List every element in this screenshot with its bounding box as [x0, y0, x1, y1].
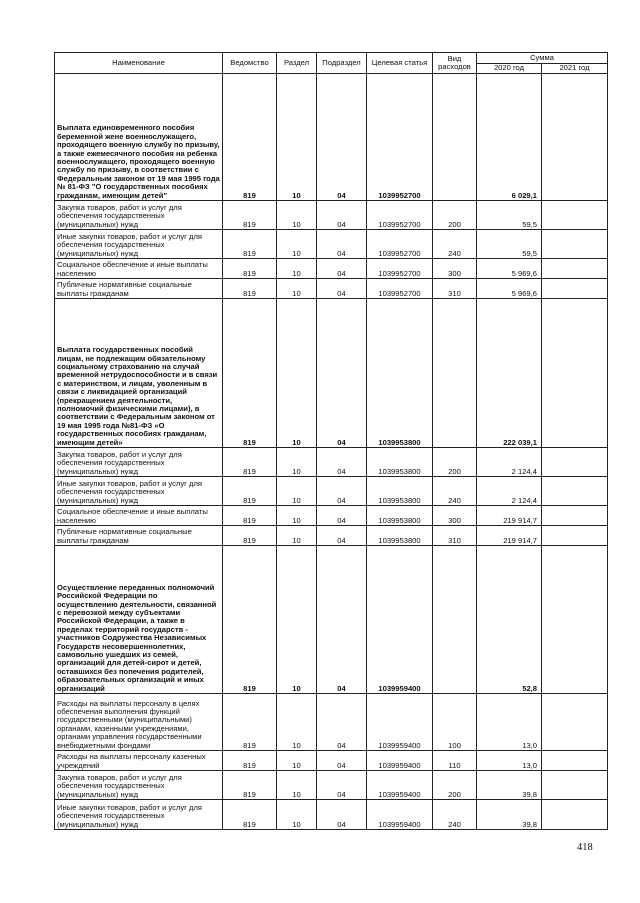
col-header-razdel: Раздел — [277, 53, 317, 74]
cell-sum-2020: 5 969,6 — [477, 259, 542, 279]
table-row — [55, 694, 608, 751]
cell-vedomstvo: 819 — [223, 694, 277, 751]
cell-vid-rashodov: 240 — [433, 800, 477, 830]
cell-podrazdel: 04 — [317, 751, 367, 771]
cell-vid-rashodov: 200 — [433, 201, 477, 230]
cell-vid-rashodov: 100 — [433, 694, 477, 751]
cell-razdel: 10 — [277, 299, 317, 448]
cell-vid-rashodov: 300 — [433, 259, 477, 279]
cell-razdel: 10 — [277, 694, 317, 751]
cell-sum-2021 — [542, 201, 608, 230]
table-row — [55, 751, 608, 771]
cell-podrazdel: 04 — [317, 74, 367, 201]
table-row — [55, 800, 608, 830]
cell-podrazdel: 04 — [317, 546, 367, 694]
cell-razdel: 10 — [277, 448, 317, 477]
cell-razdel: 10 — [277, 201, 317, 230]
cell-razdel: 10 — [277, 74, 317, 201]
cell-vedomstvo: 819 — [223, 506, 277, 526]
cell-name: Иные закупки товаров, работ и услуг для обеспечения государственных (муниципальных) нужд — [55, 800, 223, 830]
cell-vedomstvo: 819 — [223, 201, 277, 230]
cell-celevaya-statya: 1039959400 — [367, 546, 433, 694]
cell-celevaya-statya: 1039952700 — [367, 230, 433, 259]
cell-name: Выплата государственных пособий лицам, не подлежащим обязательному социальному страхованию на случай временной нетрудоспособности и в связи с материнством, и лицам, уволенным в связи с ликвидацией организаций (прекращением деятельности, полномочий физическими лицами), в соответствии с Федеральным законом от 19 мая 1995 года №81-ФЗ «О государственных пособиях гражданам, имеющим детей» — [55, 299, 223, 448]
cell-razdel: 10 — [277, 477, 317, 506]
cell-razdel: 10 — [277, 771, 317, 800]
cell-name: Закупка товаров, работ и услуг для обеспечения государственных (муниципальных) нужд — [55, 448, 223, 477]
cell-celevaya-statya: 1039952700 — [367, 259, 433, 279]
cell-sum-2020: 219 914,7 — [477, 526, 542, 546]
col-header-podrazdel: Подраздел — [317, 53, 367, 74]
table-row — [55, 546, 608, 694]
cell-vedomstvo: 819 — [223, 526, 277, 546]
table-row — [55, 526, 608, 546]
col-header-celevaya: Целевая статья — [367, 53, 433, 74]
table-row — [55, 279, 608, 299]
cell-sum-2021 — [542, 477, 608, 506]
col-header-year-2021: 2021 год — [542, 64, 608, 74]
cell-razdel: 10 — [277, 506, 317, 526]
cell-sum-2021 — [542, 800, 608, 830]
cell-celevaya-statya: 1039959400 — [367, 800, 433, 830]
cell-sum-2020: 222 039,1 — [477, 299, 542, 448]
cell-sum-2021 — [542, 279, 608, 299]
cell-razdel: 10 — [277, 230, 317, 259]
cell-razdel: 10 — [277, 526, 317, 546]
cell-sum-2021 — [542, 771, 608, 800]
cell-vid-rashodov: 110 — [433, 751, 477, 771]
cell-name: Социальное обеспечение и иные выплаты населению — [55, 506, 223, 526]
cell-sum-2021 — [542, 506, 608, 526]
cell-podrazdel: 04 — [317, 506, 367, 526]
cell-name: Иные закупки товаров, работ и услуг для обеспечения государственных (муниципальных) нужд — [55, 477, 223, 506]
cell-sum-2021 — [542, 546, 608, 694]
cell-sum-2021 — [542, 230, 608, 259]
budget-table — [54, 52, 608, 830]
cell-celevaya-statya: 1039959400 — [367, 751, 433, 771]
cell-sum-2020: 52,8 — [477, 546, 542, 694]
cell-razdel: 10 — [277, 259, 317, 279]
table-body — [55, 74, 608, 830]
cell-podrazdel: 04 — [317, 526, 367, 546]
cell-name: Публичные нормативные социальные выплаты гражданам — [55, 526, 223, 546]
cell-celevaya-statya: 1039953800 — [367, 299, 433, 448]
cell-sum-2020: 2 124,4 — [477, 477, 542, 506]
cell-sum-2020: 2 124,4 — [477, 448, 542, 477]
cell-podrazdel: 04 — [317, 279, 367, 299]
cell-sum-2021 — [542, 526, 608, 546]
header-row-top — [55, 53, 608, 64]
cell-razdel: 10 — [277, 800, 317, 830]
cell-vid-rashodov: 200 — [433, 448, 477, 477]
cell-celevaya-statya: 1039953800 — [367, 526, 433, 546]
cell-celevaya-statya: 1039952700 — [367, 279, 433, 299]
cell-celevaya-statya: 1039953800 — [367, 477, 433, 506]
cell-vedomstvo: 819 — [223, 771, 277, 800]
cell-sum-2021 — [542, 448, 608, 477]
table-row — [55, 506, 608, 526]
cell-vedomstvo: 819 — [223, 299, 277, 448]
cell-vedomstvo: 819 — [223, 259, 277, 279]
cell-sum-2020: 39,8 — [477, 800, 542, 830]
cell-sum-2020: 59,5 — [477, 230, 542, 259]
col-header-name: Наименование — [55, 53, 223, 74]
cell-podrazdel: 04 — [317, 771, 367, 800]
cell-vedomstvo: 819 — [223, 230, 277, 259]
cell-sum-2020: 219 914,7 — [477, 506, 542, 526]
cell-sum-2020: 59,5 — [477, 201, 542, 230]
cell-name: Расходы на выплаты персоналу в целях обеспечения выполнения функций государственными (муниципальными) органами, казенными учреждениями, органами управления государственными внебюджетными фондами — [55, 694, 223, 751]
cell-vid-rashodov: 240 — [433, 477, 477, 506]
page-number: 418 — [577, 842, 593, 853]
cell-vid-rashodov: 310 — [433, 279, 477, 299]
cell-podrazdel: 04 — [317, 694, 367, 751]
cell-podrazdel: 04 — [317, 448, 367, 477]
cell-sum-2020: 39,8 — [477, 771, 542, 800]
cell-vedomstvo: 819 — [223, 800, 277, 830]
cell-podrazdel: 04 — [317, 259, 367, 279]
cell-name: Иные закупки товаров, работ и услуг для обеспечения государственных (муниципальных) нужд — [55, 230, 223, 259]
col-header-year-2020: 2020 год — [477, 64, 542, 74]
cell-celevaya-statya: 1039953800 — [367, 506, 433, 526]
cell-vid-rashodov: 200 — [433, 771, 477, 800]
table-row — [55, 477, 608, 506]
table-row — [55, 448, 608, 477]
cell-celevaya-statya: 1039959400 — [367, 771, 433, 800]
cell-sum-2020: 5 969,6 — [477, 279, 542, 299]
cell-vedomstvo: 819 — [223, 546, 277, 694]
table-row — [55, 299, 608, 448]
cell-podrazdel: 04 — [317, 477, 367, 506]
table-row — [55, 771, 608, 800]
cell-name: Закупка товаров, работ и услуг для обеспечения государственных (муниципальных) нужд — [55, 201, 223, 230]
cell-podrazdel: 04 — [317, 201, 367, 230]
cell-vid-rashodov: 310 — [433, 526, 477, 546]
cell-razdel: 10 — [277, 279, 317, 299]
cell-sum-2021 — [542, 259, 608, 279]
col-header-vid: Вид расходов — [433, 53, 477, 74]
cell-sum-2021 — [542, 694, 608, 751]
cell-sum-2021 — [542, 74, 608, 201]
cell-vid-rashodov — [433, 299, 477, 448]
table-row — [55, 259, 608, 279]
cell-name: Публичные нормативные социальные выплаты гражданам — [55, 279, 223, 299]
cell-razdel: 10 — [277, 546, 317, 694]
cell-vedomstvo: 819 — [223, 448, 277, 477]
cell-celevaya-statya: 1039952700 — [367, 74, 433, 201]
col-header-summa: Сумма — [477, 53, 608, 64]
cell-name: Осуществление переданных полномочий Российской Федерации по осуществлению деятельности, связанной с перевозкой между субъектами Российской Федерации, а также в пределах территорий государств - участников Содружества Независимых Государств несовершеннолетних, самовольно ушедших из семей, организаций для детей-сирот и детей, оставшихся без попечения родителей, образовательных организаций и иных организаций — [55, 546, 223, 694]
cell-name: Расходы на выплаты персоналу казенных учреждений — [55, 751, 223, 771]
cell-podrazdel: 04 — [317, 230, 367, 259]
table-row — [55, 74, 608, 201]
cell-vedomstvo: 819 — [223, 477, 277, 506]
cell-sum-2020: 13,0 — [477, 694, 542, 751]
cell-podrazdel: 04 — [317, 800, 367, 830]
cell-vedomstvo: 819 — [223, 279, 277, 299]
cell-celevaya-statya: 1039959400 — [367, 694, 433, 751]
cell-razdel: 10 — [277, 751, 317, 771]
cell-sum-2021 — [542, 751, 608, 771]
cell-vid-rashodov — [433, 546, 477, 694]
cell-name: Закупка товаров, работ и услуг для обеспечения государственных (муниципальных) нужд — [55, 771, 223, 800]
cell-vedomstvo: 819 — [223, 751, 277, 771]
cell-sum-2021 — [542, 299, 608, 448]
cell-celevaya-statya: 1039953800 — [367, 448, 433, 477]
cell-podrazdel: 04 — [317, 299, 367, 448]
table-row — [55, 201, 608, 230]
cell-vid-rashodov: 300 — [433, 506, 477, 526]
cell-vid-rashodov — [433, 74, 477, 201]
cell-celevaya-statya: 1039952700 — [367, 201, 433, 230]
cell-vid-rashodov: 240 — [433, 230, 477, 259]
cell-name: Социальное обеспечение и иные выплаты населению — [55, 259, 223, 279]
cell-sum-2020: 6 029,1 — [477, 74, 542, 201]
cell-vedomstvo: 819 — [223, 74, 277, 201]
cell-sum-2020: 13,0 — [477, 751, 542, 771]
table-row — [55, 230, 608, 259]
cell-name: Выплата единовременного пособия беременной жене военнослужащего, проходящего военную службу по призыву, а также ежемесячного пособия на ребенка военнослужащего, проходящего военную службу по призыву, в соответствии с Федеральным законом от 19 мая 1995 года № 81-ФЗ "О государственных пособиях гражданам, имеющим детей" — [55, 74, 223, 201]
col-header-vedomstvo: Ведомство — [223, 53, 277, 74]
